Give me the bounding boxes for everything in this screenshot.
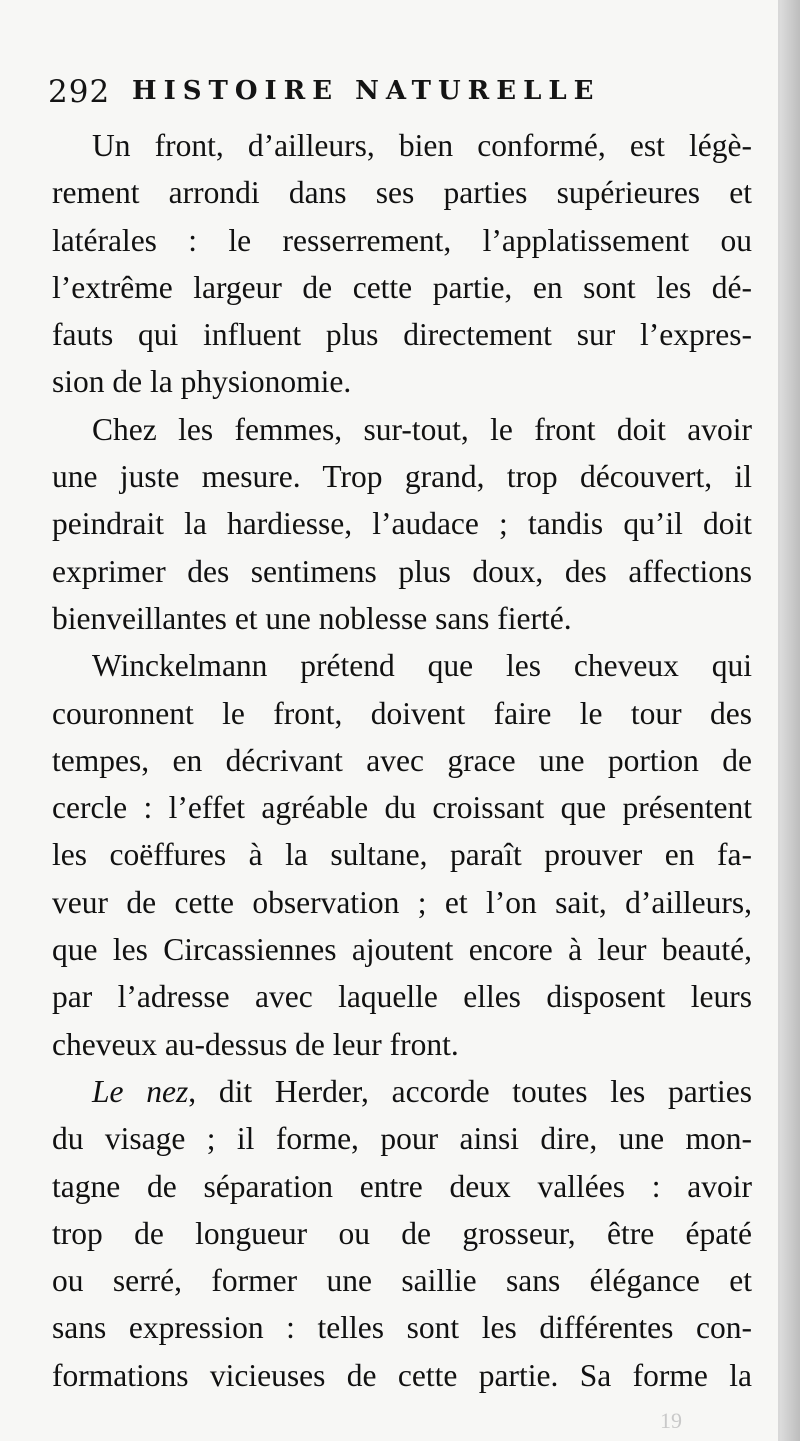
text-line: tagne de séparation entre deux vallées : avoir — [52, 1168, 752, 1204]
text-line: cercle : l’effet agréable du croissant que présentent — [52, 790, 752, 826]
text-line: cheveux au-dessus de leur front. — [52, 1026, 459, 1062]
italic-term: Le nez — [92, 1073, 189, 1109]
text-line: fauts qui influent plus directement sur l’expres- — [52, 317, 752, 353]
running-head: HISTOIRE NATURELLE — [132, 76, 601, 106]
page-header — [48, 70, 748, 118]
text-line: une juste mesure. Trop grand, trop découvert, il — [52, 459, 752, 495]
text-line: l’extrême largeur de cette partie, en sont les dé- — [52, 269, 752, 305]
text-line: bienveillantes et une noblesse sans fierté. — [52, 600, 572, 636]
text-line: peindrait la hardiesse, l’audace ; tandis qu’il doit — [52, 506, 752, 542]
text-line: formations vicieuses de cette partie. Sa forme la — [52, 1357, 752, 1393]
text-line: que les Circassiennes ajoutent encore à leur beauté, — [52, 932, 752, 968]
text-line: Chez les femmes, sur-tout, le front doit avoir — [92, 411, 752, 447]
text-line: latérales : le resserrement, l’applatissement ou — [52, 222, 752, 258]
body-text — [52, 122, 752, 1399]
text-line — [52, 1068, 752, 1115]
text-line: par l’adresse avec laquelle elles disposent leurs — [52, 979, 752, 1015]
text-line: rement arrondi dans ses parties supérieures et — [52, 175, 752, 211]
page-edge — [780, 0, 800, 1441]
text-line-rest: , dit Herder, accorde toutes les parties — [188, 1073, 752, 1109]
text-line: couronnent le front, doivent faire le tour des — [52, 695, 752, 731]
text-line: veur de cette observation ; et l’on sait, d’ailleurs, — [52, 884, 752, 920]
text-line: tempes, en décrivant avec grace une portion de — [52, 742, 752, 778]
text-line: les coëffures à la sultane, paraît prouver en fa- — [52, 837, 752, 873]
text-line: trop de longueur ou de grosseur, être épaté — [52, 1215, 752, 1251]
text-line: Winckelmann prétend que les cheveux qui — [92, 648, 752, 684]
text-line: ou serré, former une saillie sans élégance et — [52, 1263, 752, 1299]
text-line: du visage ; il forme, pour ainsi dire, une mon- — [52, 1121, 752, 1157]
text-line: sans expression : telles sont les différentes con- — [52, 1310, 752, 1346]
text-line: sion de la physionomie. — [52, 364, 352, 400]
page-number: 292 — [48, 74, 111, 110]
text-line: exprimer des sentimens plus doux, des affections — [52, 553, 752, 589]
text-line: Un front, d’ailleurs, bien conformé, est légè- — [92, 128, 752, 163]
show-through-mark: 19 — [660, 1408, 682, 1433]
